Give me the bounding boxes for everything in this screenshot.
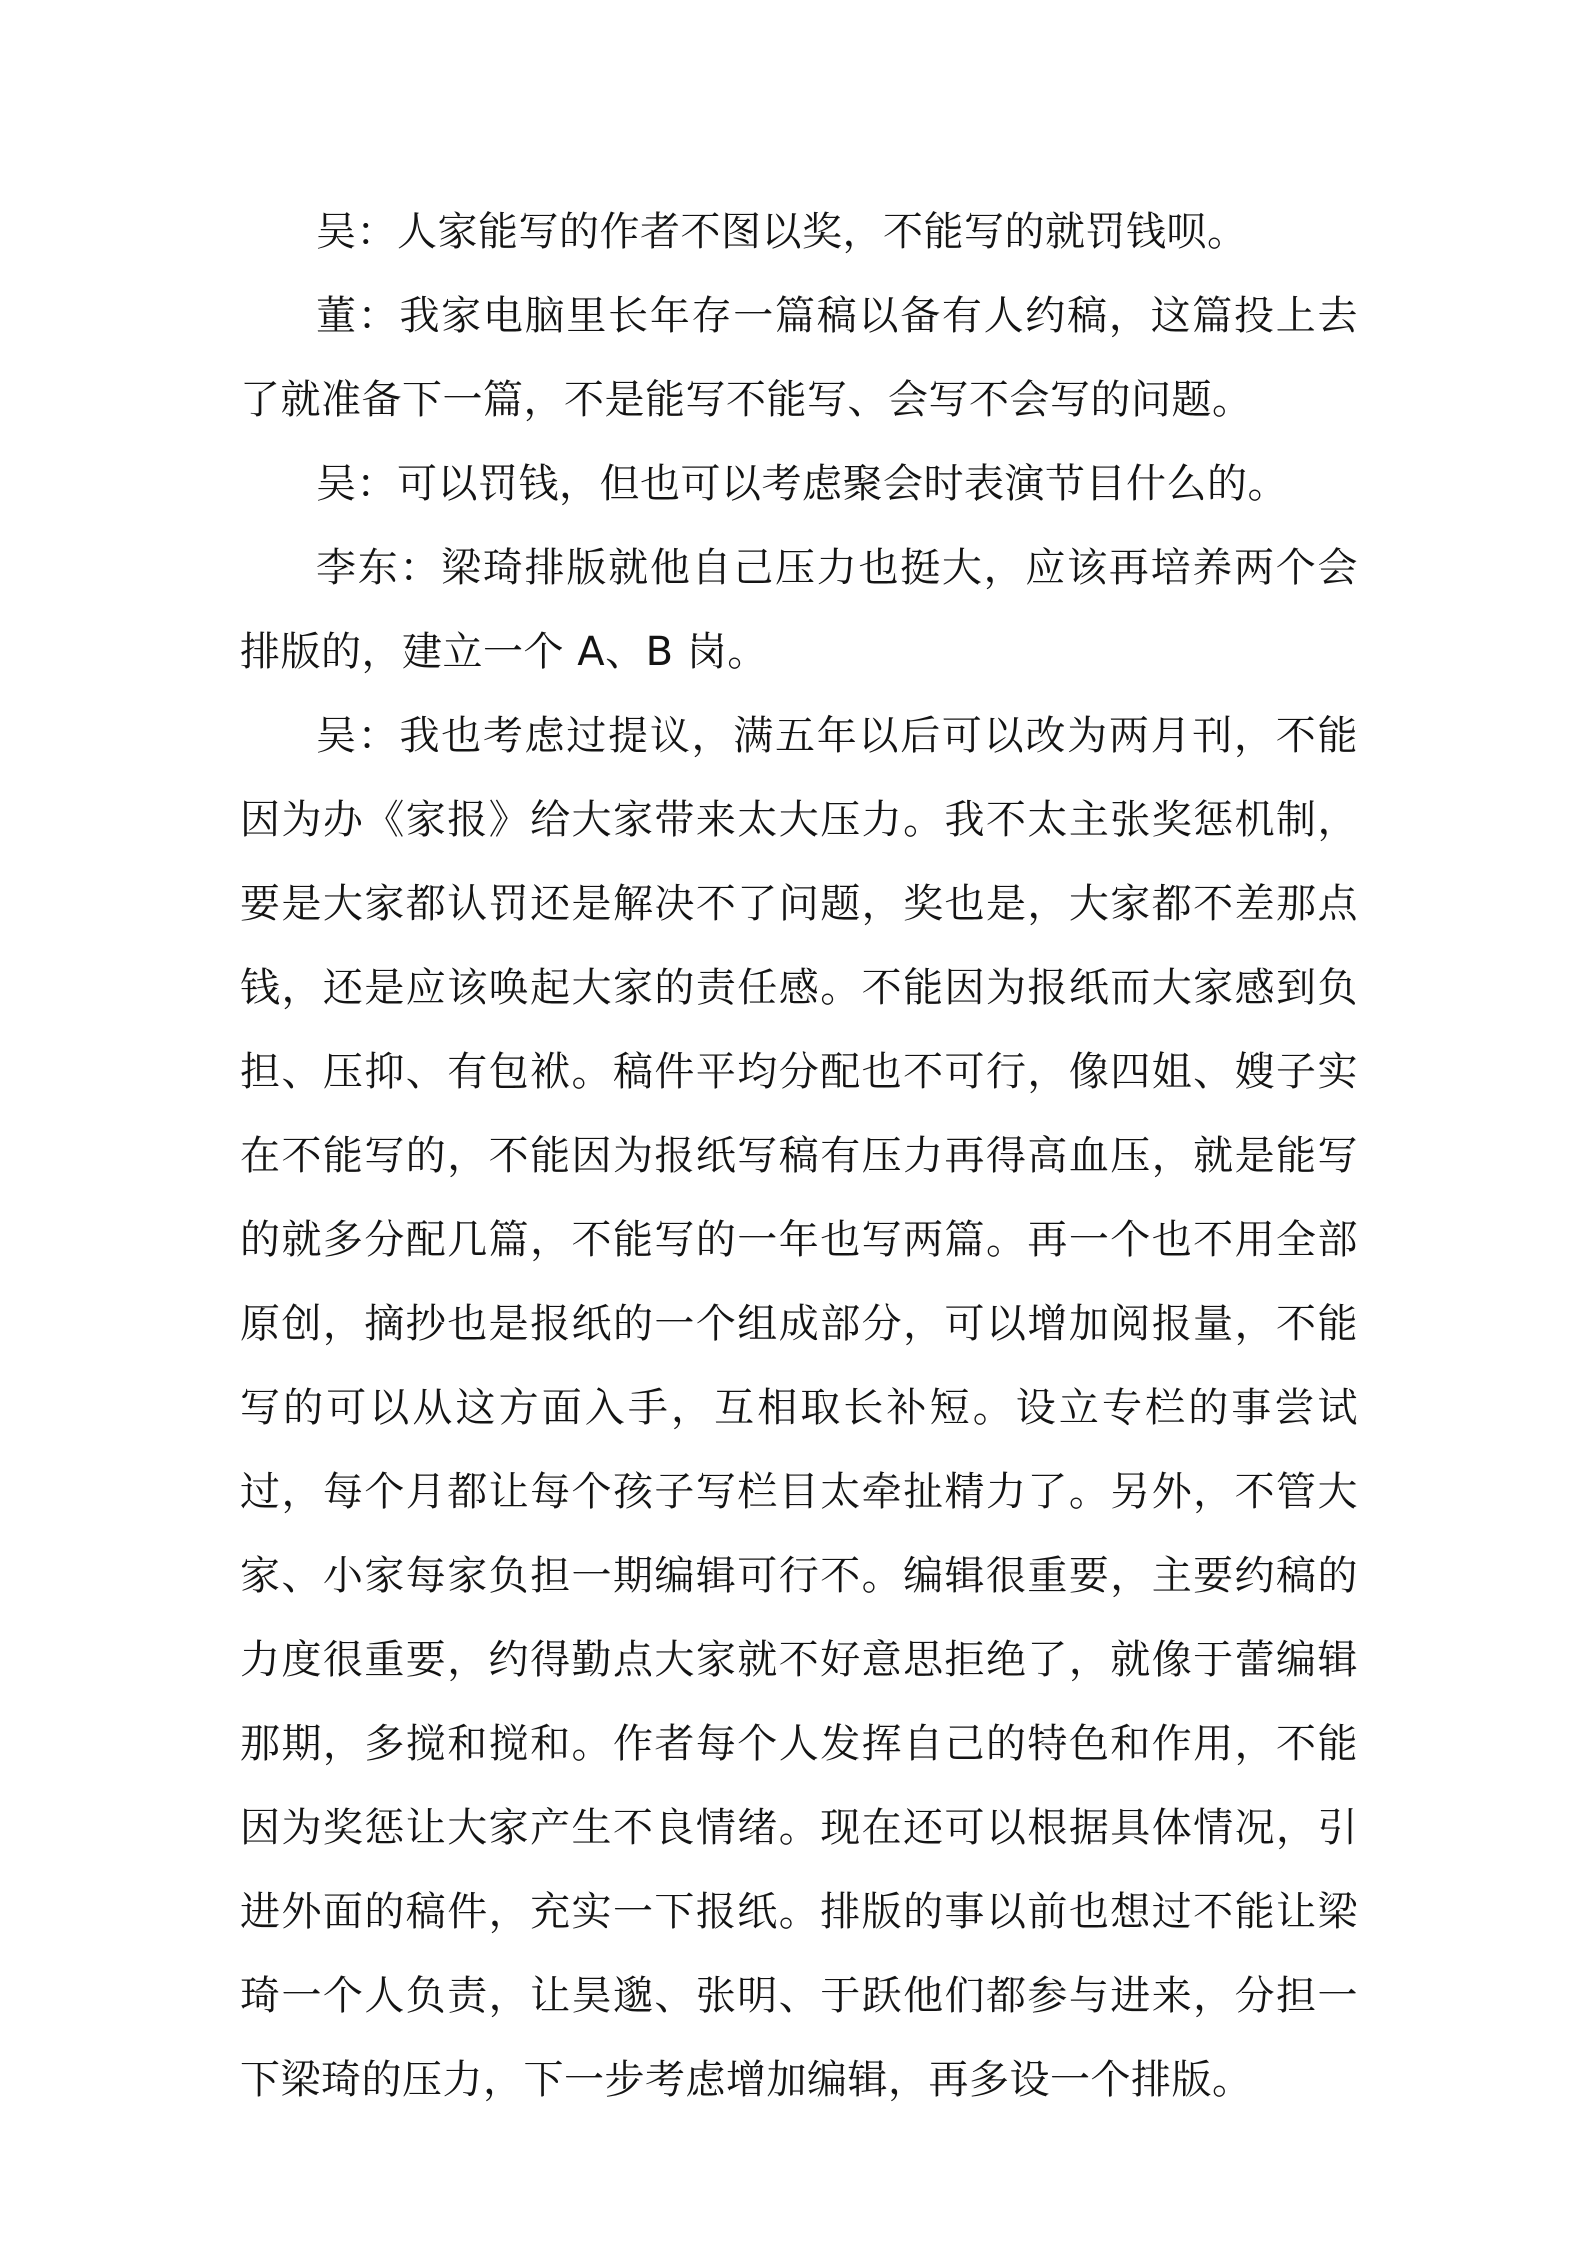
document-body xyxy=(240,190,1358,2122)
paragraph-wu-3: 吴：我也考虑过提议，满五年以后可以改为两月刊，不能因为办《家报》给大家带来太大压力。我不太主张奖惩机制，要是大家都认罚还是解决不了问题，奖也是，大家都不差那点钱，还是应该唤起大家的责任感。不能因为报纸而大家感到负担、压抑、有包袱。稿件平均分配也不可行，像四姐、嫂子实在不能写的，不能因为报纸写稿有压力再得高血压，就是能写的就多分配几篇，不能写的一年也写两篇。再一个也不用全部原创，摘抄也是报纸的一个组成部分，可以增加阅报量，不能写的可以从这方面入手，互相取长补短。设立专栏的事尝试过，每个月都让每个孩子写栏目太牵扯精力了。另外，不管大家、小家每家负担一期编辑可行不。编辑很重要，主要约稿的力度很重要，约得勤点大家就不好意思拒绝了，就像于蕾编辑那期，多搅和搅和。作者每个人发挥自己的特色和作用，不能因为奖惩让大家产生不良情绪。现在还可以根据具体情况，引进外面的稿件，充实一下报纸。排版的事以前也想过不能让梁琦一个人负责，让昊邈、张明、于跃他们都参与进来，分担一下梁琦的压力，下一步考虑增加编辑，再多设一个排版。 xyxy=(240,713,1358,2103)
paragraph-wu-2: 吴：可以罚钱，但也可以考虑聚会时表演节目什么的。 xyxy=(316,461,1288,507)
paragraph-lidong: 李东：梁琦排版就他自己压力也挺大，应该再培养两个会排版的，建立一个 A、B 岗。 xyxy=(240,545,1358,675)
paragraph-wu-1: 吴：人家能写的作者不图以奖，不能写的就罚钱呗。 xyxy=(316,209,1248,255)
paragraph-dong: 董：我家电脑里长年存一篇稿以备有人约稿，这篇投上去了就准备下一篇，不是能写不能写、会写不会写的问题。 xyxy=(240,293,1358,423)
